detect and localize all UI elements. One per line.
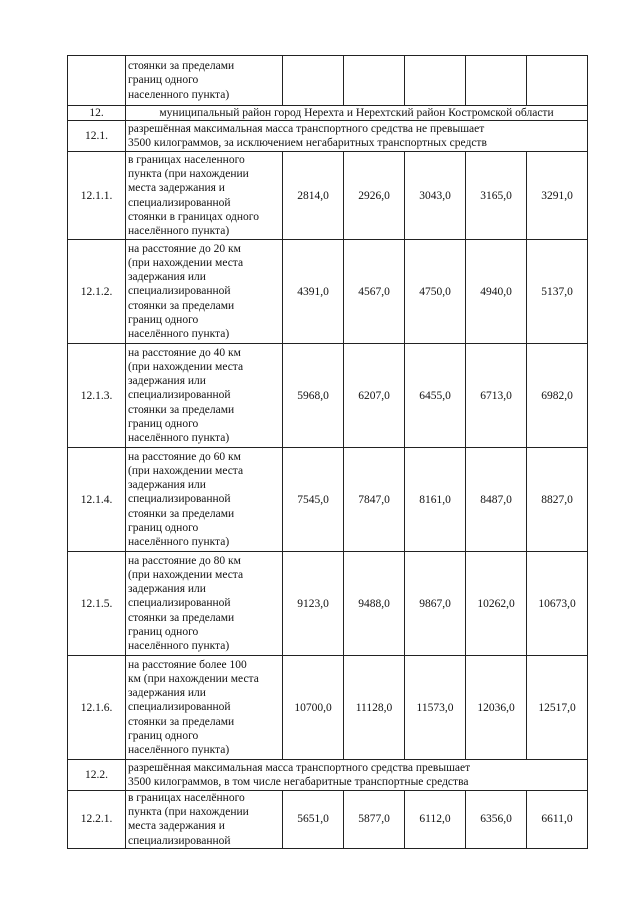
table-row	[68, 552, 588, 656]
tariff-value: 2926,0	[344, 152, 405, 240]
table-row	[68, 106, 588, 121]
table-body	[68, 56, 588, 849]
table-row	[68, 656, 588, 760]
tariff-value: 4567,0	[344, 240, 405, 344]
service-description: на расстояние более 100 км (при нахождении места задержания или специализированной стоянки за пределами границ одного населённого пункта)	[126, 656, 283, 760]
tariff-value: 10700,0	[283, 656, 344, 760]
row-number: 12.1.3.	[68, 344, 126, 448]
row-number: 12.2.	[68, 760, 126, 791]
service-description: на расстояние до 40 км (при нахождении места задержания или специализированной стоянки за пределами границ одного населённого пункта)	[126, 344, 283, 448]
tariff-value: 11573,0	[405, 656, 466, 760]
tariff-value: 10673,0	[527, 552, 588, 656]
tariff-value: 12517,0	[527, 656, 588, 760]
service-description: на расстояние до 20 км (при нахождении места задержания или специализированной стоянки за пределами границ одного населённого пункта)	[126, 240, 283, 344]
table-row	[68, 152, 588, 240]
tariff-value	[344, 56, 405, 106]
tariff-value: 3165,0	[466, 152, 527, 240]
tariff-value: 4940,0	[466, 240, 527, 344]
tariff-value: 3291,0	[527, 152, 588, 240]
tariff-value: 6982,0	[527, 344, 588, 448]
row-number: 12.1.2.	[68, 240, 126, 344]
tariff-value: 9867,0	[405, 552, 466, 656]
table-row	[68, 240, 588, 344]
service-description: на расстояние до 80 км (при нахождении места задержания или специализированной стоянки за пределами границ одного населённого пункта)	[126, 552, 283, 656]
tariff-value: 6713,0	[466, 344, 527, 448]
tariff-value: 6455,0	[405, 344, 466, 448]
tariff-value	[405, 56, 466, 106]
tariff-value: 2814,0	[283, 152, 344, 240]
tariff-value: 5137,0	[527, 240, 588, 344]
tariff-value: 7545,0	[283, 448, 344, 552]
tariff-value: 6207,0	[344, 344, 405, 448]
tariff-value: 6611,0	[527, 791, 588, 849]
table-row	[68, 760, 588, 791]
table-row	[68, 344, 588, 448]
category-heading: разрешённая максимальная масса транспортного средства не превышает 3500 килограммов, за исключением негабаритных транспортных средств	[126, 121, 588, 152]
row-number	[68, 56, 126, 106]
tariff-value: 11128,0	[344, 656, 405, 760]
table-row	[68, 791, 588, 849]
table-row	[68, 121, 588, 152]
tariff-value: 7847,0	[344, 448, 405, 552]
row-number: 12.1.5.	[68, 552, 126, 656]
tariff-value: 4750,0	[405, 240, 466, 344]
table-row	[68, 448, 588, 552]
row-number: 12.1.1.	[68, 152, 126, 240]
tariff-value: 9123,0	[283, 552, 344, 656]
row-number: 12.1.4.	[68, 448, 126, 552]
tariff-value: 5651,0	[283, 791, 344, 849]
tariff-table	[67, 55, 588, 849]
tariff-value: 5968,0	[283, 344, 344, 448]
tariff-value: 3043,0	[405, 152, 466, 240]
service-description: в границах населенного пункта (при нахождении места задержания и специализированной стоянки в границах одного населённого пункта)	[126, 152, 283, 240]
service-description: на расстояние до 60 км (при нахождении места задержания или специализированной стоянки за пределами границ одного населённого пункта)	[126, 448, 283, 552]
row-number: 12.2.1.	[68, 791, 126, 849]
row-number: 12.	[68, 106, 126, 121]
tariff-value: 12036,0	[466, 656, 527, 760]
tariff-value	[466, 56, 527, 106]
tariff-value	[527, 56, 588, 106]
tariff-value: 9488,0	[344, 552, 405, 656]
region-heading: муниципальный район город Нерехта и Нерехтский район Костромской области	[126, 106, 588, 121]
table-row	[68, 56, 588, 106]
tariff-value: 8487,0	[466, 448, 527, 552]
tariff-value: 10262,0	[466, 552, 527, 656]
category-heading: разрешённая максимальная масса транспортного средства превышает 3500 килограммов, в том числе негабаритные транспортные средства	[126, 760, 588, 791]
row-number: 12.1.	[68, 121, 126, 152]
tariff-value: 6356,0	[466, 791, 527, 849]
tariff-value: 6112,0	[405, 791, 466, 849]
row-number: 12.1.6.	[68, 656, 126, 760]
tariff-value: 8161,0	[405, 448, 466, 552]
tariff-value	[283, 56, 344, 106]
service-description: в границах населённого пункта (при нахождении места задержания и специализированной	[126, 791, 283, 849]
tariff-value: 5877,0	[344, 791, 405, 849]
tariff-value: 8827,0	[527, 448, 588, 552]
tariff-value: 4391,0	[283, 240, 344, 344]
service-description: стоянки за пределами границ одного населенного пункта)	[126, 56, 283, 106]
